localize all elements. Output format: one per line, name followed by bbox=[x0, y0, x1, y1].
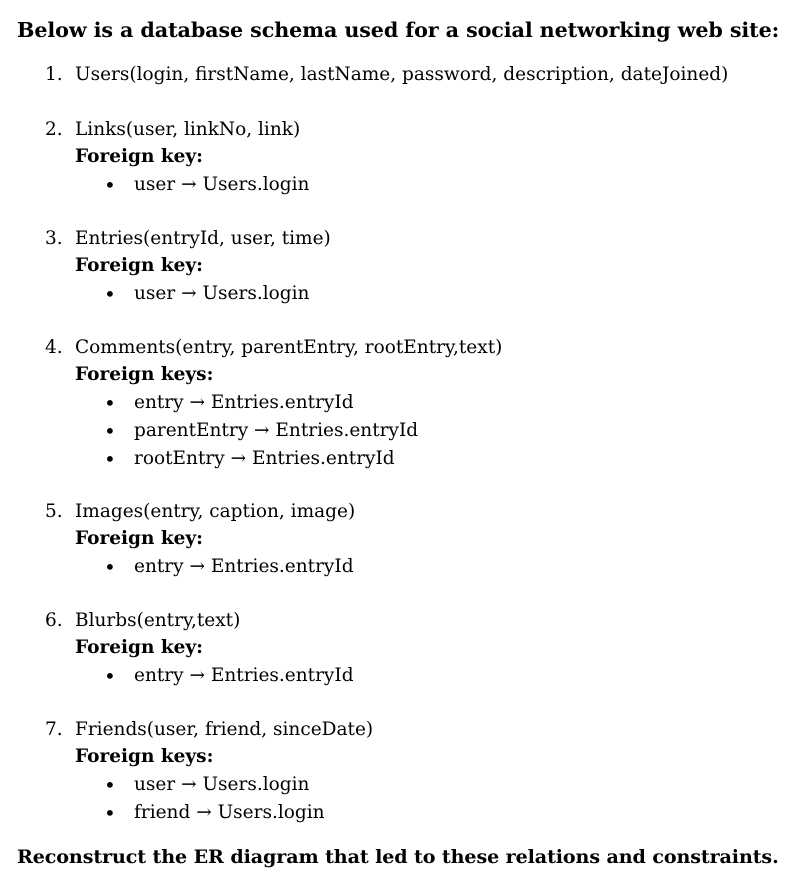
relation-number: 2. bbox=[45, 119, 63, 140]
bullet-icon: • bbox=[104, 419, 116, 443]
foreign-key-item: friend → Users.login bbox=[134, 802, 325, 823]
relation-signature: Images(entry, caption, image) bbox=[75, 501, 356, 522]
relation-signature: Links(user, linkNo, link) bbox=[75, 119, 301, 140]
bullet-icon: • bbox=[104, 282, 116, 306]
bullet-icon: • bbox=[104, 801, 116, 825]
relation-number: 7. bbox=[45, 719, 63, 740]
foreign-key-item: entry → Entries.entryId bbox=[134, 556, 354, 577]
relation-signature: Blurbs(entry,text) bbox=[75, 610, 241, 631]
bullet-icon: • bbox=[104, 664, 116, 688]
relation-number: 4. bbox=[45, 337, 63, 358]
relation-number: 1. bbox=[45, 64, 63, 85]
bullet-icon: • bbox=[104, 773, 116, 797]
foreign-key-item: user → Users.login bbox=[134, 174, 310, 195]
bullet-icon: • bbox=[104, 173, 116, 197]
relation-signature: Users(login, firstName, lastName, password, description, dateJoined) bbox=[75, 64, 729, 85]
page-heading: Below is a database schema used for a social networking web site: bbox=[17, 18, 780, 42]
bullet-icon: • bbox=[104, 391, 116, 415]
foreign-key-item: user → Users.login bbox=[134, 283, 310, 304]
relation-number: 6. bbox=[45, 610, 63, 631]
foreign-key-label: Foreign key: bbox=[75, 528, 204, 549]
foreign-key-label: Foreign keys: bbox=[75, 746, 214, 767]
foreign-key-item: entry → Entries.entryId bbox=[134, 392, 354, 413]
relation-number: 5. bbox=[45, 501, 63, 522]
foreign-key-label: Foreign key: bbox=[75, 637, 204, 658]
bullet-icon: • bbox=[104, 555, 116, 579]
foreign-key-item: parentEntry → Entries.entryId bbox=[134, 420, 419, 441]
relation-number: 3. bbox=[45, 228, 63, 249]
foreign-key-label: Foreign key: bbox=[75, 255, 204, 276]
relation-signature: Comments(entry, parentEntry, rootEntry,text) bbox=[75, 337, 503, 358]
foreign-key-label: Foreign key: bbox=[75, 146, 204, 167]
foreign-key-label: Foreign keys: bbox=[75, 364, 214, 385]
bullet-icon: • bbox=[104, 447, 116, 471]
instruction-footer: Reconstruct the ER diagram that led to these relations and constraints. bbox=[17, 845, 779, 868]
relation-signature: Entries(entryId, user, time) bbox=[75, 228, 331, 249]
foreign-key-item: rootEntry → Entries.entryId bbox=[134, 448, 395, 469]
relation-signature: Friends(user, friend, sinceDate) bbox=[75, 719, 374, 740]
foreign-key-item: user → Users.login bbox=[134, 774, 310, 795]
foreign-key-item: entry → Entries.entryId bbox=[134, 665, 354, 686]
